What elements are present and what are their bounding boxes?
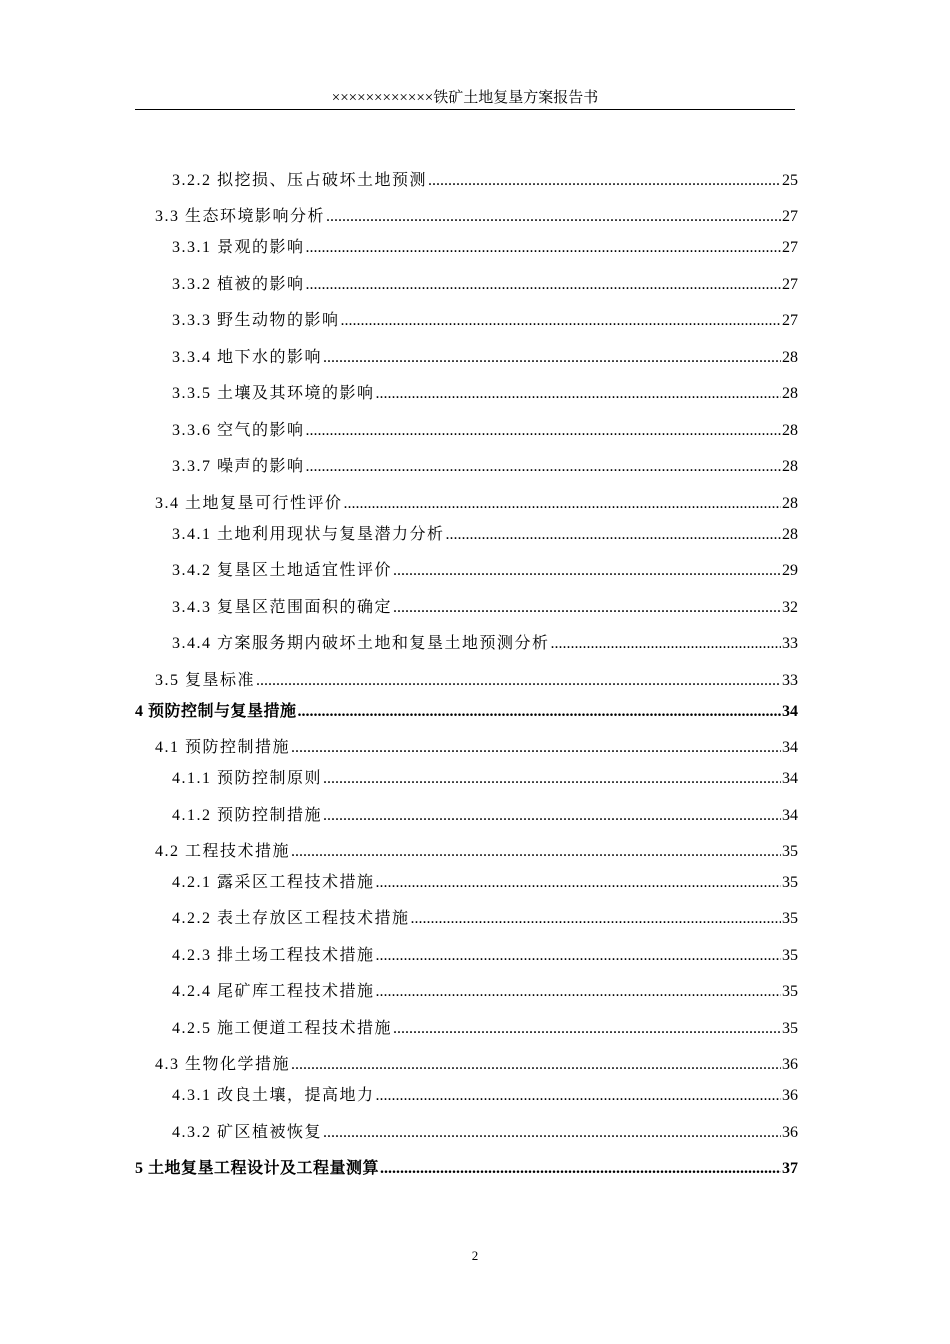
toc-entry-page: 32 xyxy=(782,599,798,616)
toc-entry-page: 27 xyxy=(782,312,798,329)
toc-entry-label: 5 土地复垦工程设计及工程量测算 xyxy=(135,1160,380,1177)
toc-entry-page: 28 xyxy=(782,349,798,366)
toc-entry[interactable] xyxy=(172,382,798,406)
toc-entry-page: 27 xyxy=(782,276,798,293)
toc-entry-label: 3.3.7 噪声的影响 xyxy=(172,458,305,475)
toc-entry-label: 4.2 工程技术措施 xyxy=(155,843,291,860)
toc-dot-leader xyxy=(411,907,781,931)
toc-entry-page: 33 xyxy=(782,635,798,652)
toc-entry-label: 4 预防控制与复垦措施 xyxy=(135,703,297,720)
toc-entry-page: 28 xyxy=(782,422,798,439)
toc-entry[interactable] xyxy=(172,455,798,479)
toc-entry-page: 37 xyxy=(782,1160,798,1177)
toc-entry-chapter[interactable] xyxy=(135,700,798,724)
toc-entry[interactable] xyxy=(155,492,798,516)
toc-entry[interactable] xyxy=(155,1053,798,1077)
toc-entry-page: 35 xyxy=(782,874,798,891)
toc-dot-leader xyxy=(393,596,781,620)
toc-entry-label: 3.4.1 土地利用现状与复垦潜力分析 xyxy=(172,526,445,543)
toc-entry-label: 3.3.2 植被的影响 xyxy=(172,276,305,293)
toc-entry-label: 4.1 预防控制措施 xyxy=(155,739,291,756)
toc-entry-page: 29 xyxy=(782,562,798,579)
toc-dot-leader xyxy=(291,1053,781,1077)
toc-entry[interactable] xyxy=(172,523,798,547)
toc-entry-label: 3.3.3 野生动物的影响 xyxy=(172,312,340,329)
toc-entry-label: 4.3.1 改良土壤，提高地力 xyxy=(172,1087,375,1104)
page-number: 2 xyxy=(471,1248,479,1263)
toc-entry[interactable] xyxy=(172,907,798,931)
toc-dot-leader xyxy=(326,205,781,229)
toc-entry[interactable] xyxy=(172,596,798,620)
toc-entry[interactable] xyxy=(172,169,798,193)
toc-entry[interactable] xyxy=(172,419,798,443)
toc-entry-chapter[interactable] xyxy=(135,1157,798,1181)
toc-entry-label: 4.3.2 矿区植被恢复 xyxy=(172,1124,323,1141)
toc-entry[interactable] xyxy=(172,944,798,968)
toc-dot-leader xyxy=(306,455,781,479)
toc-entry[interactable] xyxy=(172,871,798,895)
toc-entry-label: 4.2.5 施工便道工程技术措施 xyxy=(172,1020,393,1037)
toc-entry[interactable] xyxy=(172,236,798,260)
toc-entry-label: 3.4 土地复垦可行性评价 xyxy=(155,495,343,512)
toc-entry-page: 35 xyxy=(782,843,798,860)
toc-dot-leader xyxy=(376,944,781,968)
toc-entry-page: 28 xyxy=(782,526,798,543)
toc-entry[interactable] xyxy=(172,1084,798,1108)
toc-entry-label: 3.5 复垦标准 xyxy=(155,672,256,689)
toc-entry-label: 4.2.4 尾矿库工程技术措施 xyxy=(172,983,375,1000)
toc-entry-label: 3.3.4 地下水的影响 xyxy=(172,349,323,366)
toc-entry-label: 3.4.2 复垦区土地适宜性评价 xyxy=(172,562,393,579)
toc-dot-leader xyxy=(376,871,781,895)
toc-entry[interactable] xyxy=(155,669,798,693)
toc-entry[interactable] xyxy=(172,632,798,656)
toc-dot-leader xyxy=(323,767,781,791)
toc-dot-leader xyxy=(376,382,781,406)
toc-dot-leader xyxy=(428,169,781,193)
toc-entry-page: 35 xyxy=(782,947,798,964)
toc-entry[interactable] xyxy=(155,205,798,229)
toc-entry-page: 34 xyxy=(782,807,798,824)
toc-entry[interactable] xyxy=(172,346,798,370)
toc-entry[interactable] xyxy=(172,1121,798,1145)
toc-entry-page: 28 xyxy=(782,495,798,512)
toc-entry-page: 34 xyxy=(782,739,798,756)
toc-entry[interactable] xyxy=(172,309,798,333)
toc-entry[interactable] xyxy=(172,980,798,1004)
toc-dot-leader xyxy=(446,523,781,547)
toc-dot-leader xyxy=(291,840,781,864)
toc-entry-page: 27 xyxy=(782,239,798,256)
toc-dot-leader xyxy=(341,309,781,333)
toc-entry-page: 25 xyxy=(782,172,798,189)
toc-entry-label: 3.4.3 复垦区范围面积的确定 xyxy=(172,599,393,616)
toc-dot-leader xyxy=(380,1157,781,1181)
toc-entry-page: 28 xyxy=(782,385,798,402)
toc-dot-leader xyxy=(291,736,781,760)
toc-entry-page: 34 xyxy=(782,703,798,720)
toc-entry-label: 4.1.2 预防控制措施 xyxy=(172,807,323,824)
toc-entry-label: 3.3.6 空气的影响 xyxy=(172,422,305,439)
toc-dot-leader xyxy=(376,980,781,1004)
toc-entry[interactable] xyxy=(172,767,798,791)
toc-dot-leader xyxy=(344,492,781,516)
toc-entry[interactable] xyxy=(155,840,798,864)
toc-entry-page: 35 xyxy=(782,1020,798,1037)
toc-dot-leader xyxy=(306,236,781,260)
toc-entry-page: 36 xyxy=(782,1056,798,1073)
toc-entry[interactable] xyxy=(172,804,798,828)
toc-dot-leader xyxy=(323,346,781,370)
toc-entry-page: 35 xyxy=(782,910,798,927)
toc-dot-leader xyxy=(376,1084,781,1108)
toc-entry-label: 3.3.5 土壤及其环境的影响 xyxy=(172,385,375,402)
toc-entry-label: 4.3 生物化学措施 xyxy=(155,1056,291,1073)
toc-entry-label: 4.1.1 预防控制原则 xyxy=(172,770,323,787)
toc-dot-leader xyxy=(551,632,781,656)
toc-dot-leader xyxy=(298,700,781,724)
toc-entry-page: 35 xyxy=(782,983,798,1000)
toc-dot-leader xyxy=(323,1121,781,1145)
toc-entry-label: 4.2.2 表土存放区工程技术措施 xyxy=(172,910,410,927)
toc-entry-label: 3.3.1 景观的影响 xyxy=(172,239,305,256)
toc-entry[interactable] xyxy=(155,736,798,760)
toc-entry-label: 4.2.1 露采区工程技术措施 xyxy=(172,874,375,891)
toc-entry-label: 3.2.2 拟挖损、压占破坏土地预测 xyxy=(172,172,428,189)
toc-dot-leader xyxy=(306,273,781,297)
toc-dot-leader xyxy=(393,1017,781,1041)
toc-entry[interactable] xyxy=(172,559,798,583)
toc-entry-page: 34 xyxy=(782,770,798,787)
toc-dot-leader xyxy=(323,804,781,828)
toc-entry-label: 3.4.4 方案服务期内破坏土地和复垦土地预测分析 xyxy=(172,635,550,652)
toc-entry-page: 33 xyxy=(782,672,798,689)
toc-entry[interactable] xyxy=(172,273,798,297)
running-header: ××××××××××××铁矿土地复垦方案报告书 xyxy=(331,90,599,106)
toc-dot-leader xyxy=(393,559,781,583)
toc-entry-page: 36 xyxy=(782,1087,798,1104)
toc-dot-leader xyxy=(256,669,781,693)
toc-entry-page: 28 xyxy=(782,458,798,475)
toc-entry[interactable] xyxy=(172,1017,798,1041)
toc-entry-label: 4.2.3 排土场工程技术措施 xyxy=(172,947,375,964)
toc-entry-page: 27 xyxy=(782,208,798,225)
toc-dot-leader xyxy=(306,419,781,443)
toc-entry-page: 36 xyxy=(782,1124,798,1141)
toc-entry-label: 3.3 生态环境影响分析 xyxy=(155,208,326,225)
